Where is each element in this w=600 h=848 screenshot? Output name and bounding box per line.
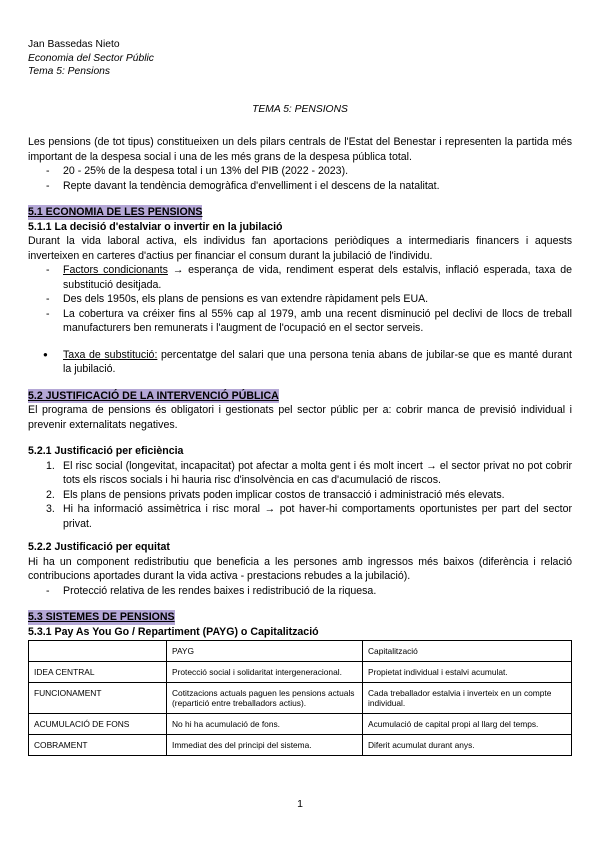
table-cell: COBRAMENT — [29, 735, 167, 756]
table-row — [29, 662, 572, 683]
subsection-heading-5-2-2: 5.2.2 Justificació per equitat — [28, 541, 170, 553]
document-page — [28, 38, 572, 756]
list-item: - 20 - 25% de la despesa total i un 13% del PIB (2022 - 2023). — [28, 164, 572, 179]
topic-name: Tema 5: Pensions — [28, 66, 111, 77]
list-text: El risc social (longevitat, incapacitat) pot afectar a molta gent i és molt incert → el sector privat no pot cobrir tots els riscos socials i hi hauria risc d'insolvència en cas d'acumulació de riscos. — [63, 459, 572, 486]
table-cell: Diferit acumulat durant anys. — [363, 735, 572, 756]
list-number: 1. — [46, 459, 55, 472]
list-item — [28, 459, 572, 488]
paragraph: El programa de pensions és obligatori i gestionats pel sector públic per a: cobrir manca de previsió individual i prevenir externalitats negatives. — [28, 404, 572, 431]
table-cell: Acumulació de capital propi al llarg del temps. — [363, 714, 572, 735]
term-description: → esperança de vida, rendiment esperat dels estalvis, inflació esperada, taxa de substitució desitjada. — [63, 264, 572, 291]
factors-list — [28, 263, 572, 336]
pension-systems-table — [28, 640, 572, 756]
table-cell: No hi ha acumulació de fons. — [167, 714, 363, 735]
list-item: - Repte davant la tendència demogràfica d'envelliment i el descens de la natalitat. — [28, 179, 572, 194]
paragraph: Durant la vida laboral activa, els individus fan aportacions periòdiques a intermediaris financers i aquests inverteixen en carteres d'actius per financiar el consum durant la jubilació de l'individu. — [28, 235, 572, 262]
subsection-heading-5-1-1: 5.1.1 La decisió d'estalviar o invertir en la jubilació — [28, 220, 283, 233]
table-cell: Cada treballador estalvia i inverteix en un compte individual. — [363, 683, 572, 714]
document-header — [28, 38, 572, 79]
table-cell: FUNCIONAMENT — [29, 683, 167, 714]
intro-list — [28, 164, 572, 193]
section-heading-5-1: 5.1 ECONOMIA DE LES PENSIONS — [28, 206, 203, 218]
intro-paragraph: Les pensions (de tot tipus) constitueixen un dels pilars centrals de l'Estat del Benestar i representen la partida més important de la despesa social i una de les més grans de la despesa pública total. — [28, 136, 572, 163]
list-item: - Protecció relativa de les rendes baixes i redistribució de la riquesa. — [28, 584, 572, 599]
table-cell: Immediat des del principi del sistema. — [167, 735, 363, 756]
table-header-cell: Capitalització — [363, 641, 572, 662]
table-row — [29, 714, 572, 735]
section-heading-5-3: 5.3 SISTEMES DE PENSIONS — [28, 611, 175, 623]
table-cell: Cotitzacions actuals paguen les pensions actuals (repartició entre treballadors actius). — [167, 683, 363, 714]
table-cell: Propietat individual i estalvi acumulat. — [363, 662, 572, 683]
equity-list — [28, 584, 572, 599]
subsection-heading-5-2-1: 5.2.1 Justificació per eficiència — [28, 445, 184, 457]
course-name: Economia del Sector Públic — [28, 52, 154, 64]
document-title: TEMA 5: PENSIONS — [252, 103, 348, 115]
page-number: 1 — [297, 798, 303, 810]
list-text: Els plans de pensions privats poden implicar costos de transacció i administració més elevats. — [63, 488, 505, 501]
section-heading-5-2: 5.2 JUSTIFICACIÓ DE LA INTERVENCIÓ PÚBLICA — [28, 389, 279, 402]
term-description: percentatge del salari que una persona tenia abans de jubilar-se que es manté durant la jubilació. — [63, 348, 572, 375]
list-item — [28, 263, 572, 292]
definition-list — [28, 348, 572, 377]
list-number: 2. — [46, 488, 55, 501]
list-text: Hi ha informació assimètrica i risc moral → pot haver-hi comportaments oportunistes per part del sector privat. — [63, 503, 572, 530]
term-label: Taxa de substitució: — [63, 348, 158, 361]
table-header-row — [29, 641, 572, 662]
table-cell: Protecció social i solidaritat intergeneracional. — [167, 662, 363, 683]
list-item: - La cobertura va créixer fins al 55% cap al 1979, amb una recent disminució pel declivi de llocs de treball manufacturers ben remunerats i l'augment de l'ocupació en el sector serveis. — [28, 307, 572, 336]
efficiency-list — [28, 459, 572, 532]
table-row — [29, 683, 572, 714]
table-header-cell: PAYG — [167, 641, 363, 662]
table-row — [29, 735, 572, 756]
author-name: Jan Bassedas Nieto — [28, 39, 120, 50]
subsection-heading-5-3-1: 5.3.1 Pay As You Go / Repartiment (PAYG) o Capitalització — [28, 625, 319, 638]
table-header-cell — [29, 641, 167, 662]
list-item — [28, 348, 572, 377]
paragraph: Hi ha un component redistributiu que beneficia a les persones amb ingressos més baixos (diferència i relació contribucions aportades durant la vida activa - prestacions rebudes a la jubilació). — [28, 555, 572, 582]
list-item — [28, 488, 572, 503]
list-number: 3. — [46, 503, 55, 515]
term-label: Factors condicionants — [63, 264, 168, 276]
table-cell: ACUMULACIÓ DE FONS — [29, 714, 167, 735]
list-item: - Des dels 1950s, els plans de pensions es van extendre ràpidament pels EUA. — [28, 292, 572, 307]
list-item — [28, 502, 572, 531]
table-cell: IDEA CENTRAL — [29, 662, 167, 683]
